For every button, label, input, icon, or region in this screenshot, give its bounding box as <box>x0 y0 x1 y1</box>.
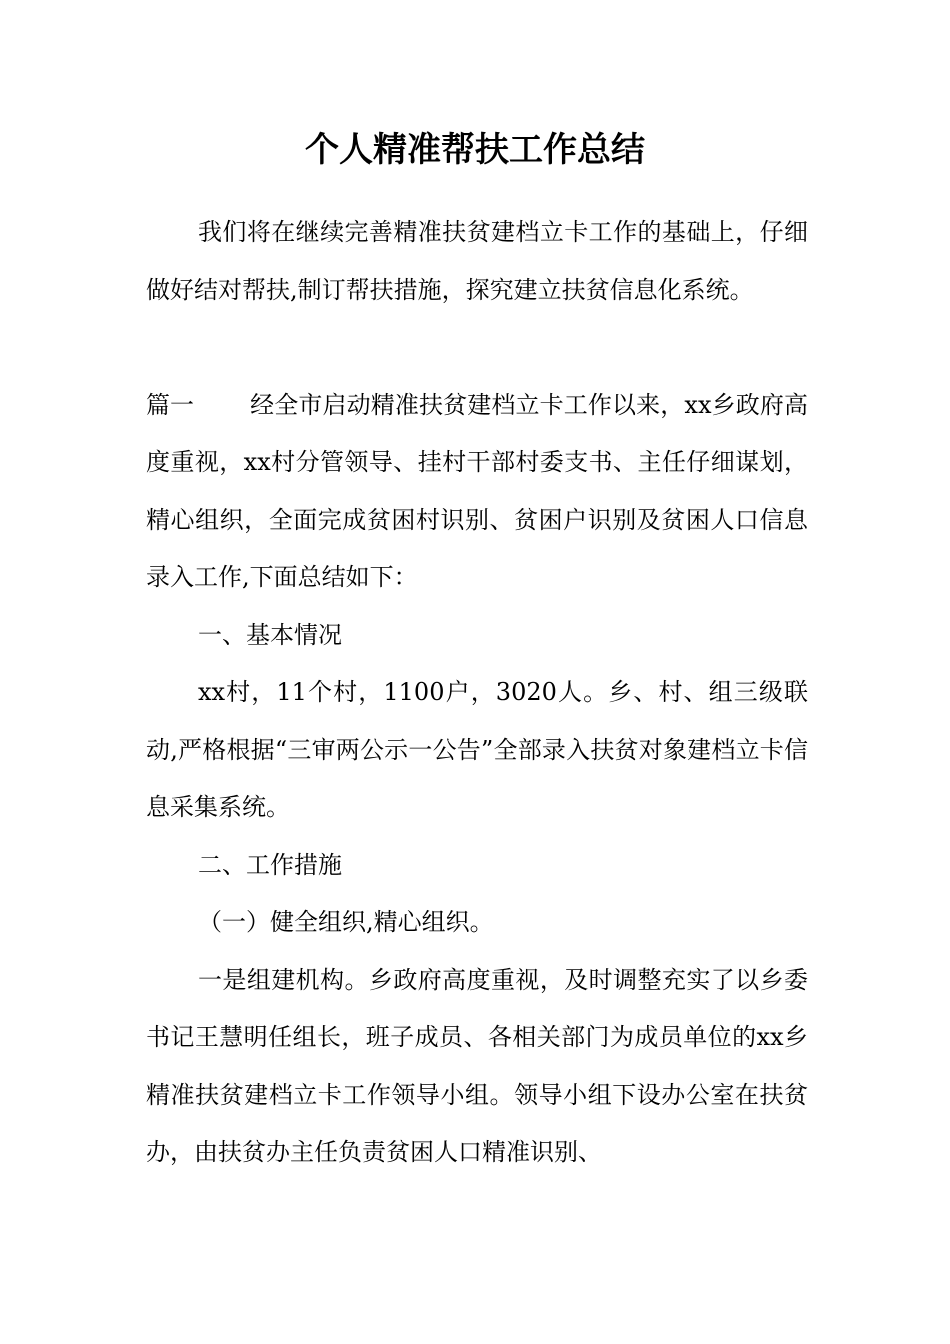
basic-situation-paragraph: xx村，11个村，1100户，3020人。乡、村、组三级联动,严格根据“三审两公示一公告”全部录入扶贫对象建档立卡信息采集系统。 <box>146 678 808 821</box>
section-paragraph <box>146 377 808 607</box>
organization-paragraph: 一是组建机构。乡政府高度重视，及时调整充实了以乡委书记王慧明任组长，班子成员、各相关部门为成员单位的xx乡精准扶贫建档立卡工作领导小组。领导小组下设办公室在扶贫办，由扶贫办主任负责贫困人口精准识别、 <box>146 965 808 1166</box>
heading-basic-situation: 一、基本情况 <box>198 620 342 649</box>
document-body <box>146 204 808 1182</box>
document-title: 个人精准帮扶工作总结 <box>305 130 645 170</box>
intro-paragraph: 我们将在继续完善精准扶贫建档立卡工作的基础上，仔细做好结对帮扶,制订帮扶措施，探究建立扶贫信息化系统。 <box>146 218 808 304</box>
blank-line <box>146 319 808 377</box>
section-label: 篇一 <box>146 390 194 419</box>
section-text: 经全市启动精准扶贫建档立卡工作以来，xx乡政府高度重视，xx村分管领导、挂村干部村委支书、主任仔细谋划，精心组织，全面完成贫困村识别、贫困户识别及贫困人口信息录入工作,下面总结如下： <box>146 390 808 591</box>
heading-work-measures: 二、工作措施 <box>198 850 342 879</box>
subheading-organization: （一）健全组织,精心组织。 <box>198 908 494 936</box>
